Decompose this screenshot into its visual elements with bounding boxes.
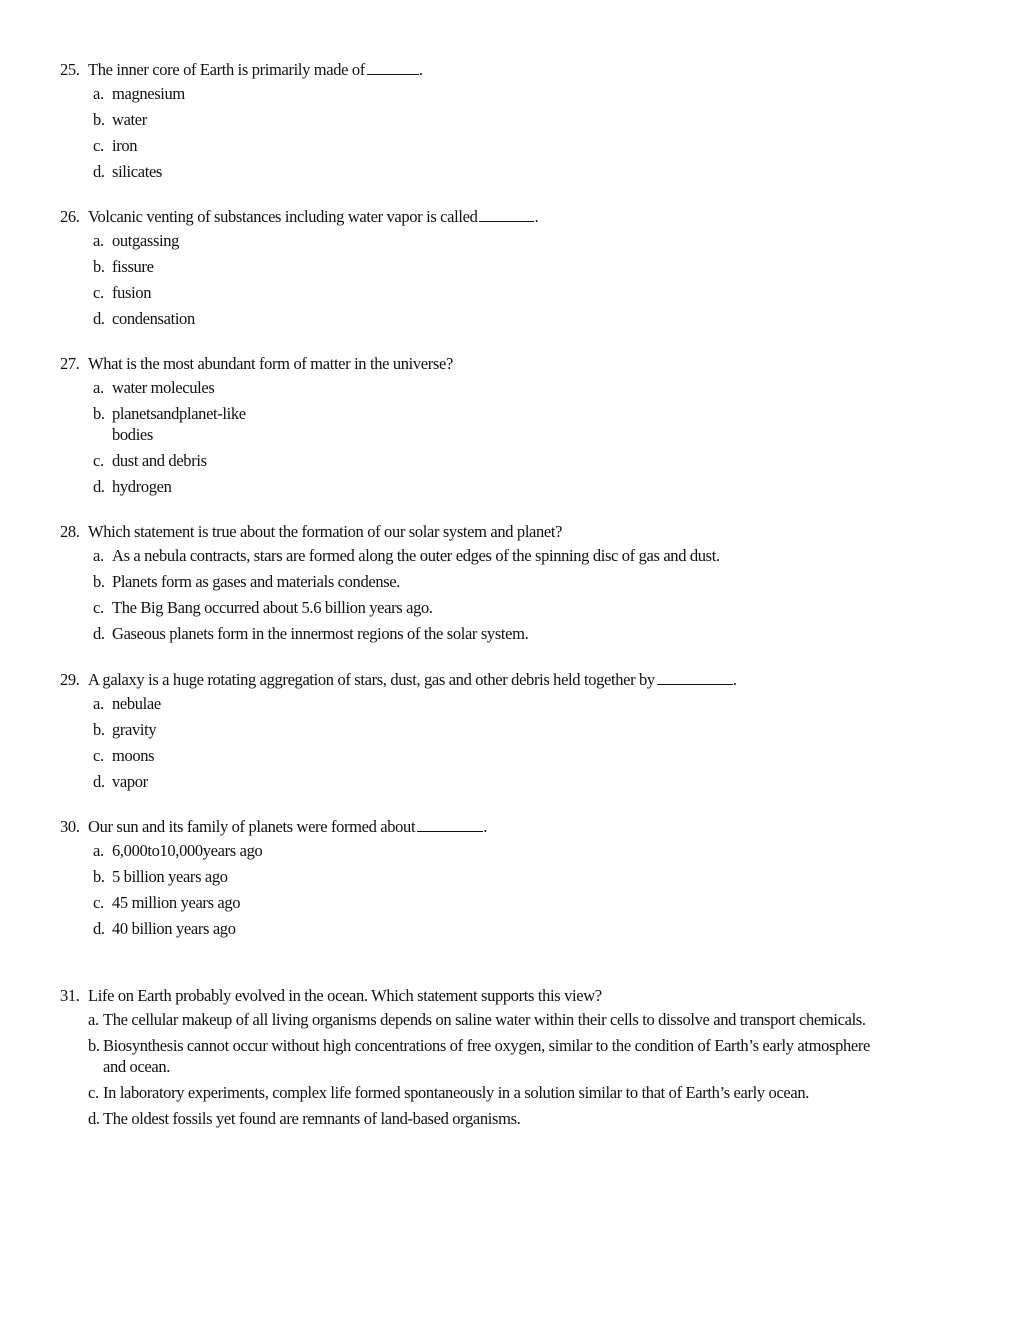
question-number: 31. (60, 986, 80, 1005)
option-d (60, 771, 920, 792)
option-letter: a. (93, 694, 104, 713)
option-letter: d. (93, 772, 105, 791)
question-text: The inner core of Earth is primarily made of (88, 60, 365, 79)
option-letter: b. (93, 257, 105, 276)
option-c (60, 282, 920, 303)
question-28 (60, 521, 920, 649)
question-stem (60, 669, 920, 693)
option-b (60, 571, 920, 592)
option-letter: b. (93, 720, 105, 739)
option-a (60, 693, 920, 714)
option-letter: a. (93, 84, 104, 103)
question-text: Life on Earth probably evolved in the ocean. Which statement supports this view? (88, 986, 602, 1005)
option-a (60, 377, 920, 398)
question-end: . (534, 207, 539, 226)
question-text: Volcanic venting of substances including water vapor is called (88, 207, 478, 226)
option-text: vapor (112, 772, 148, 791)
option-text: hydrogen (112, 477, 172, 496)
answer-blank (657, 670, 733, 685)
option-letter: d. (93, 624, 105, 643)
option-c (60, 745, 920, 766)
question-31 (60, 985, 920, 1134)
option-b (60, 866, 920, 887)
option-text: The oldest fossils yet found are remnants of land-based organisms. (103, 1109, 521, 1128)
option-b (60, 1035, 920, 1077)
answer-blank (367, 60, 419, 75)
question-stem (60, 206, 920, 230)
option-text: Biosynthesis cannot occur without high concentrations of free oxygen, similar to the condition of Earth’s early atmosphere and ocean. (103, 1036, 870, 1076)
option-letter: c. (88, 1083, 99, 1102)
option-b (60, 403, 920, 445)
option-d (60, 476, 920, 497)
option-text: iron (112, 136, 138, 155)
option-letter: a. (93, 546, 104, 565)
question-stem (60, 59, 920, 83)
option-letter: c. (93, 136, 104, 155)
option-letter: a. (88, 1010, 99, 1029)
option-d (60, 161, 920, 182)
option-text: gravity (112, 720, 157, 739)
answer-options (60, 230, 920, 329)
option-text: The cellular makeup of all living organisms depends on saline water within their cells to dissolve and transport chemicals. (103, 1010, 866, 1029)
option-letter: b. (93, 867, 105, 886)
option-letter: d. (93, 477, 105, 496)
option-text: fissure (112, 257, 154, 276)
question-30 (60, 816, 920, 944)
question-text: Which statement is true about the formation of our solar system and planet? (88, 522, 563, 541)
option-text: 45 million years ago (112, 893, 241, 912)
question-25 (60, 59, 920, 187)
question-number: 29. (60, 670, 80, 689)
option-letter: b. (93, 572, 105, 591)
question-29 (60, 669, 920, 797)
option-b (60, 109, 920, 130)
option-d (60, 918, 920, 939)
question-text: Our sun and its family of planets were formed about (88, 817, 416, 836)
question-number: 30. (60, 817, 80, 836)
question-end: . (732, 670, 737, 689)
option-text: fusion (112, 283, 152, 302)
option-letter: a. (93, 841, 104, 860)
option-letter: c. (93, 746, 104, 765)
question-26 (60, 206, 920, 334)
option-text: silicates (112, 162, 162, 181)
question-stem (60, 353, 920, 377)
option-text: As a nebula contracts, stars are formed along the outer edges of the spinning disc of gas and dust. (112, 546, 720, 565)
question-27 (60, 353, 920, 502)
option-c (60, 450, 920, 471)
option-a (60, 230, 920, 251)
option-a (60, 840, 920, 861)
answer-blank (479, 207, 534, 222)
option-c (60, 1082, 920, 1103)
option-text: In laboratory experiments, complex life formed spontaneously in a solution similar to that of Earth’s early ocean. (103, 1083, 810, 1102)
option-text: condensation (112, 309, 195, 328)
option-d (60, 308, 920, 329)
answer-options (60, 545, 920, 644)
option-letter: b. (93, 110, 105, 129)
answer-blank (417, 817, 483, 832)
option-a (60, 545, 920, 566)
option-letter: b. (88, 1036, 100, 1055)
option-a (60, 1009, 920, 1030)
option-letter: d. (88, 1109, 100, 1128)
answer-options (60, 83, 920, 182)
option-text: magnesium (112, 84, 185, 103)
question-number: 28. (60, 522, 80, 541)
option-text: outgassing (112, 231, 180, 250)
option-c (60, 892, 920, 913)
option-text: dust and debris (112, 451, 207, 470)
option-d (60, 623, 920, 644)
option-text: moons (112, 746, 155, 765)
option-letter: a. (93, 231, 104, 250)
answer-options (60, 377, 920, 497)
option-d (60, 1108, 920, 1129)
question-number: 25. (60, 60, 80, 79)
answer-options (60, 1009, 920, 1129)
question-number: 26. (60, 207, 80, 226)
option-text: water molecules (112, 378, 215, 397)
option-text: Planets form as gases and materials condense. (112, 572, 401, 591)
option-text: water (112, 110, 147, 129)
option-letter: c. (93, 893, 104, 912)
option-letter: b. (93, 404, 105, 423)
question-number: 27. (60, 354, 80, 373)
question-end: . (418, 60, 423, 79)
option-letter: d. (93, 162, 105, 181)
answer-options (60, 840, 920, 939)
option-a (60, 83, 920, 104)
question-text: What is the most abundant form of matter in the universe? (88, 354, 453, 373)
option-text: nebulae (112, 694, 161, 713)
answer-options (60, 693, 920, 792)
option-text: planetsandplanet-like bodies (112, 404, 246, 444)
question-stem (60, 521, 920, 545)
option-b (60, 719, 920, 740)
option-text: The Big Bang occurred about 5.6 billion years ago. (112, 598, 433, 617)
option-b (60, 256, 920, 277)
option-text: Gaseous planets form in the innermost regions of the solar system. (112, 624, 529, 643)
question-stem (60, 985, 920, 1009)
option-c (60, 135, 920, 156)
question-text: A galaxy is a huge rotating aggregation of stars, dust, gas and other debris held together by (88, 670, 655, 689)
option-text: 40 billion years ago (112, 919, 236, 938)
question-end: . (483, 817, 487, 836)
option-letter: d. (93, 919, 105, 938)
option-text: 5 billion years ago (112, 867, 228, 886)
option-letter: c. (93, 283, 104, 302)
option-letter: a. (93, 378, 104, 397)
option-letter: d. (93, 309, 105, 328)
option-c (60, 597, 920, 618)
option-letter: c. (93, 598, 104, 617)
question-stem (60, 816, 920, 840)
option-text: 6,000to10,000years ago (112, 841, 263, 860)
option-letter: c. (93, 451, 104, 470)
